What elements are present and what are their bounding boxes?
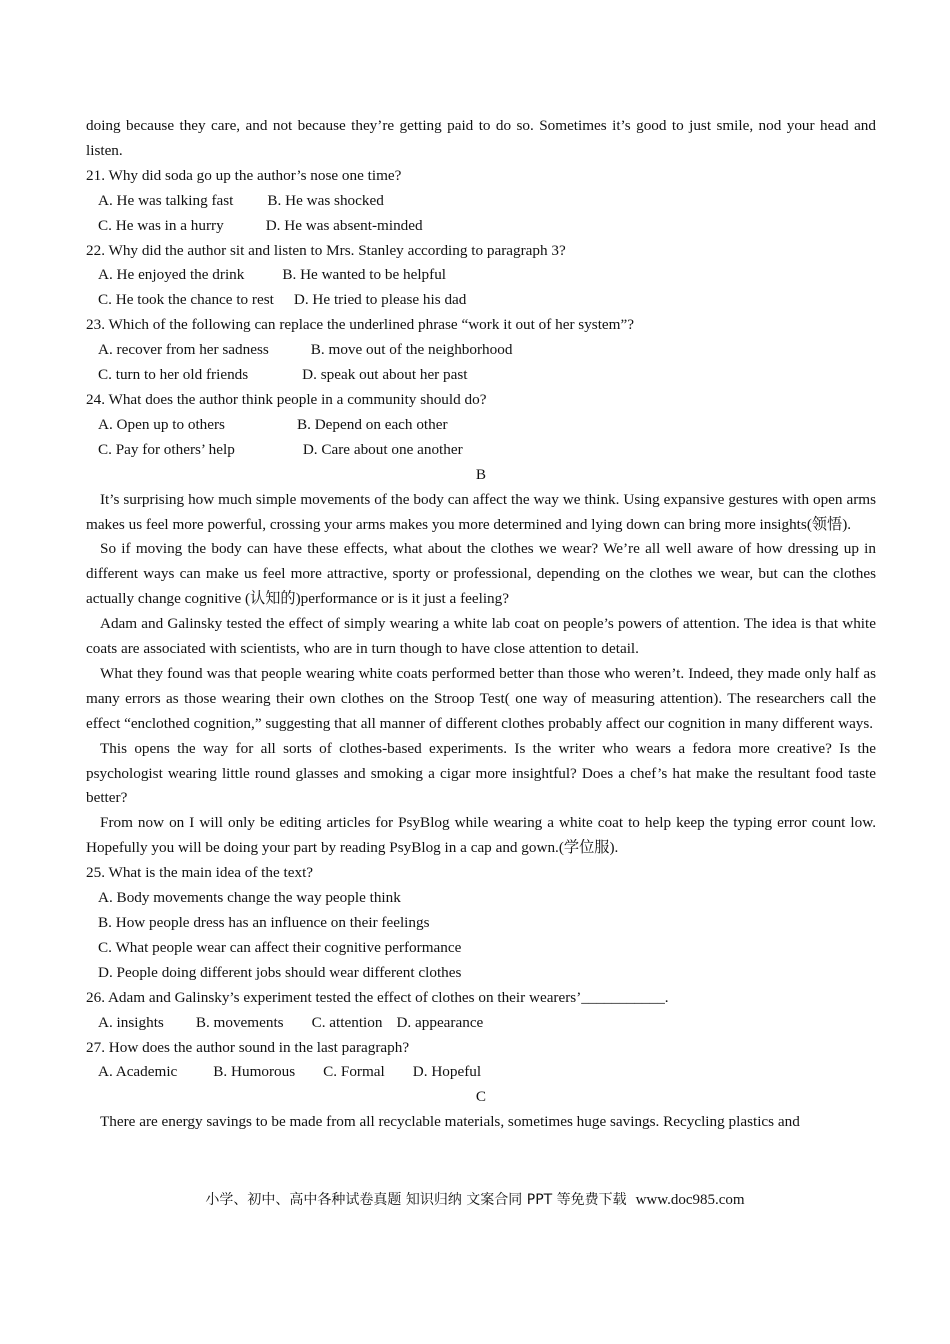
footer-text: 小学、初中、高中各种试卷真题 知识归纳 文案合同 PPT 等免费下载 [205,1192,627,1208]
question-23 [86,313,876,338]
section-b-paragraph-6: From now on I will only be editing articles for PsyBlog while wearing a white coat to help keep the typing error count low. Hopefully you will be doing your part by reading PsyBlog in a cap and gown.(学位服). [86,814,876,857]
option-23c: C. turn to her old friends [98,366,249,384]
section-b-paragraph-5: This opens the way for all sorts of clothes-based experiments. Is the writer who wears a fedora more creative? Is the psychologist wearing little round glasses and smoking a cigar more insightful? Does a chef’s hat make the resultant food taste better? [86,739,876,807]
question-25: 25. What is the main idea of the text? [86,864,314,882]
question-22-options-row-1 [86,263,876,288]
question-23-text: 23. Which of the following can replace the underlined phrase “work it out of her system”? [86,316,634,334]
option-25a: A. Body movements change the way people think [98,889,401,907]
option-25b: B. How people dress has an influence on their feelings [98,914,430,931]
option-26d: D. appearance [396,1013,484,1031]
option-25d: D. People doing different jobs should wear different clothes [98,963,462,981]
option-26a: A. insights [98,1013,164,1031]
option-23d: D. speak out about her past [302,366,468,384]
option-24a: A. Open up to others [98,415,225,433]
section-b-paragraph-3: Adam and Galinsky tested the effect of simply wearing a white lab coat on people’s powers of attention. The idea is that white coats are associated with scientists, who are in turn though to have close attention to detail. [86,615,876,658]
section-b-paragraph-1: It’s surprising how much simple movements of the body can affect the way we think. Using expansive gestures with open arms makes us feel more powerful, crossing your arms makes you more determined and lying down can bring more insights(领悟). [86,490,876,533]
option-23b: B. move out of the neighborhood [310,341,513,359]
question-23-options-row-1 [86,338,876,363]
question-24: 24. What does the author think people in a community should do? [86,390,487,408]
option-25c: C. What people wear can affect their cognitive performance [98,938,462,956]
option-27d: D. Hopeful [412,1063,482,1081]
question-27: 27. How does the author sound in the last paragraph? [86,1038,410,1056]
section-c-heading: C [475,1088,487,1106]
question-26-options [86,1011,876,1036]
option-21d: D. He was absent-minded [265,216,423,234]
section-b-paragraph-4: What they found was that people wearing white coats performed better than those who weren’t. Indeed, they made only half as many errors as those wearing their own clothes on the Stroop Test( one way of measuring attention). The researchers call the effect “enclothed cognition,” suggesting that all manner of different clothes probably affect our cognition in many different ways. [86,664,876,732]
question-22-options-row-2 [86,288,876,313]
option-21b: B. He was shocked [267,191,384,209]
question-24-options-row-1 [86,413,876,438]
question-27-options [86,1060,876,1085]
footer-link[interactable]: www.doc985.com [635,1192,745,1208]
option-27c: C. Formal [323,1063,385,1081]
question-22: 22. Why did the author sit and listen to Mrs. Stanley according to paragraph 3? [86,241,566,259]
section-b-paragraph-2: So if moving the body can have these effects, what about the clothes we wear? We’re all well aware of how dressing up in different ways can make us feel more attractive, sporty or professional, depending on the clothes we wear, but can the clothes actually change cognitive (认知的)performance or is it just a feeling? [86,540,876,608]
document-page [86,114,876,1135]
section-c-paragraph-1: There are energy savings to be made from all recyclable materials, sometimes huge savings. Recycling plastics and [100,1113,800,1131]
option-26b: B. movements [195,1013,284,1031]
option-26c: C. attention [311,1013,383,1031]
intro-paragraph: doing because they care, and not because they’re getting paid to do so. Sometimes it’s good to just smile, nod your head and listen. [86,117,876,159]
option-23a: A. recover from her sadness [98,341,269,359]
option-22b: B. He wanted to be helpful [282,266,447,284]
option-27b: B. Humorous [213,1063,296,1081]
option-24d: D. Care about one another [302,440,463,458]
option-27a: A. Academic [98,1063,178,1081]
option-24b: B. Depend on each other [296,415,448,433]
option-22c: C. He took the chance to rest [98,291,274,309]
page-footer [0,1188,950,1212]
question-21: 21. Why did soda go up the author’s nose one time? [86,166,402,184]
option-21c: C. He was in a hurry [98,216,224,234]
question-26: 26. Adam and Galinsky’s experiment tested the effect of clothes on their wearers’___________. [86,988,669,1006]
question-21-options-row-1 [86,189,876,214]
option-22d: D. He tried to please his dad [293,291,467,309]
question-23-options-row-2 [86,363,876,388]
question-21-options-row-2 [86,214,876,239]
option-24c: C. Pay for others’ help [98,440,235,458]
option-22a: A. He enjoyed the drink [98,266,245,284]
section-b-heading: B [475,465,487,483]
option-21a: A. He was talking fast [98,191,234,209]
question-24-options-row-2 [86,438,876,463]
